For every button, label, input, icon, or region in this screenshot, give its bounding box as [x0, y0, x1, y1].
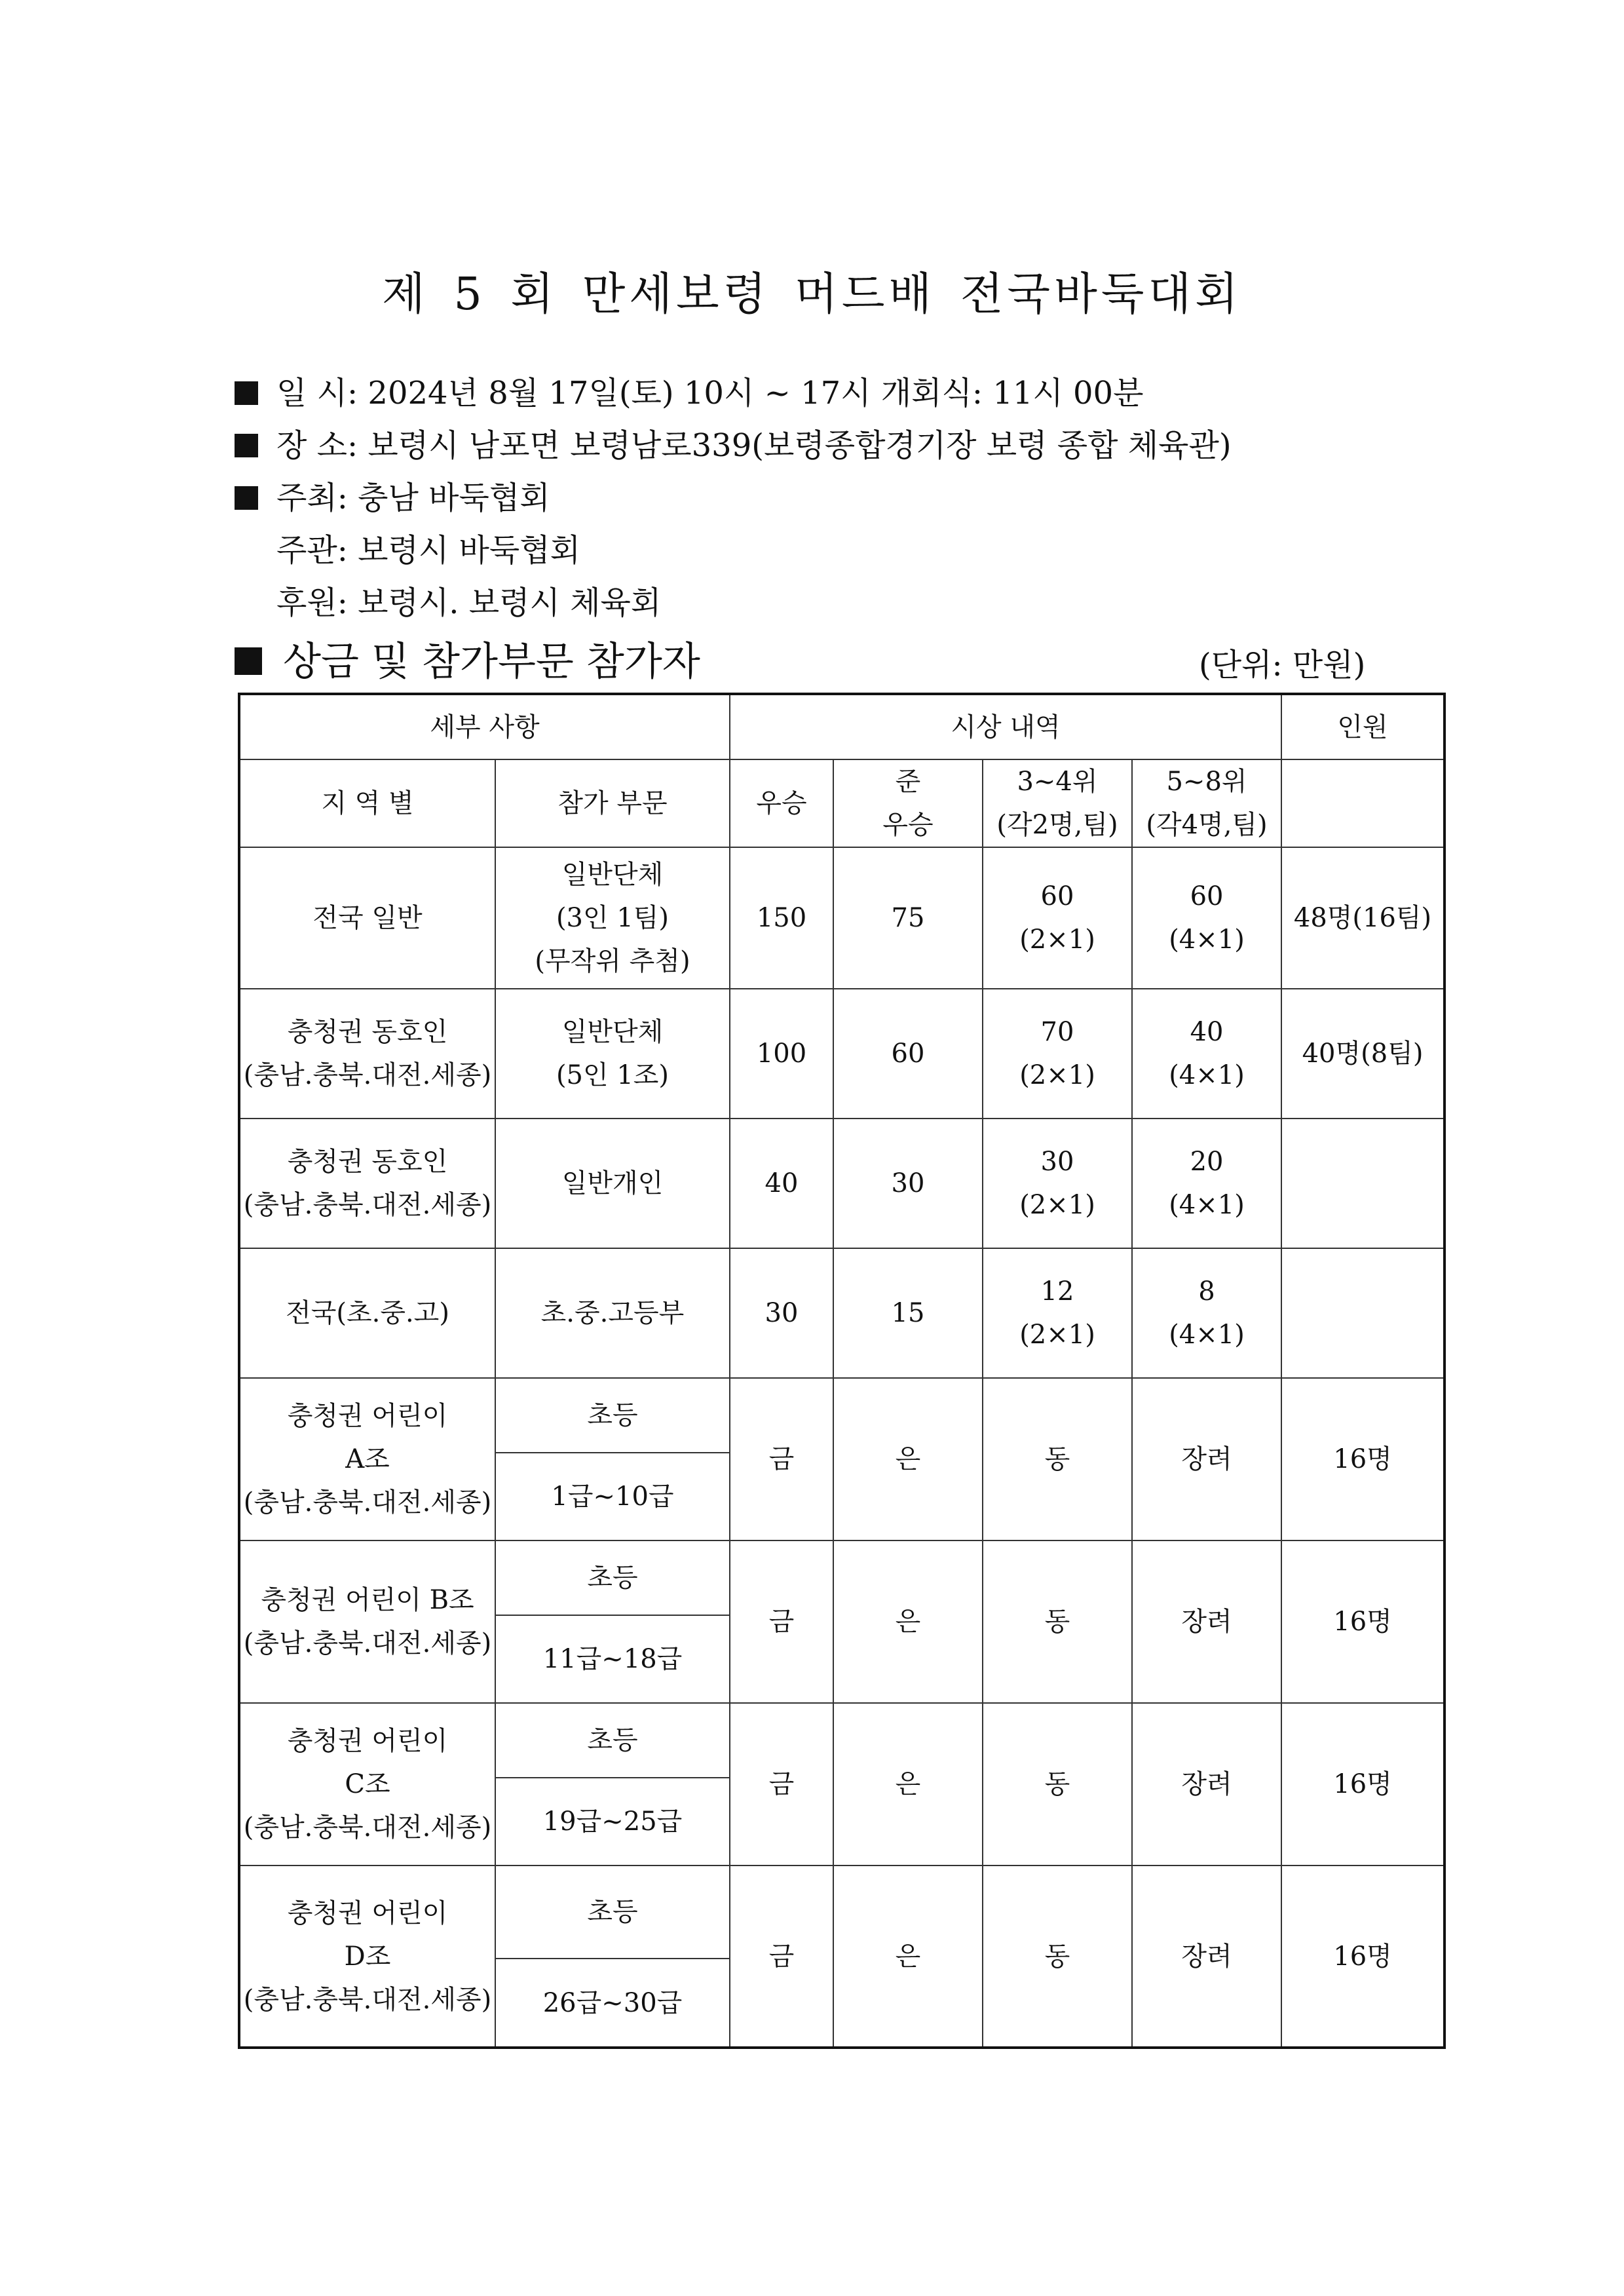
region-line: (충남.충북.대전.세종): [243, 1812, 492, 1843]
second-prize-cell: 은: [833, 1703, 983, 1866]
region-cell: [239, 1540, 495, 1703]
region-line: (충남.충북.대전.세종): [243, 1060, 492, 1090]
info-date-text: 일 시: 2024년 8월 17일(토) 10시 ~ 17시 개회식: 11시 00분: [276, 375, 1144, 411]
people-cell: 48명(16팀): [1281, 847, 1445, 989]
table-row: [239, 1248, 1445, 1378]
third-prize-line: 70: [1040, 1017, 1074, 1047]
region-line: 전국(초.중.고): [286, 1298, 449, 1328]
third-prize-cell: [983, 1119, 1132, 1248]
people-cell: 40명(8팀): [1281, 989, 1445, 1119]
region-line: D조: [344, 1941, 391, 1972]
division-line: (무작위 추첨): [535, 946, 690, 976]
region-line: 충청권 어린이: [287, 1898, 448, 1928]
section-heading: [235, 639, 700, 685]
division-cell: 26급~30급: [495, 1959, 730, 2048]
region-line: 충청권 동호인: [287, 1147, 448, 1177]
division-cell: [495, 847, 730, 989]
fifth-prize-line: 20: [1190, 1147, 1224, 1177]
header-first: 우승: [730, 759, 833, 847]
division-line: (5인 1조): [556, 1060, 670, 1090]
region-cell: [239, 989, 495, 1119]
square-bullet-icon: [235, 434, 258, 457]
first-prize-cell: 100: [730, 989, 833, 1119]
second-prize-cell: 75: [833, 847, 983, 989]
header-third-line: (각2명,팀): [996, 810, 1118, 840]
info-organizer-text: 주관: 보령시 바둑협회: [276, 532, 581, 569]
region-cell: [239, 1119, 495, 1248]
people-cell: 16명: [1281, 1540, 1445, 1703]
third-prize-cell: 동: [983, 1540, 1132, 1703]
third-prize-cell: [983, 1248, 1132, 1378]
people-cell: [1281, 1119, 1445, 1248]
unit-note: (단위: 만원): [1199, 647, 1366, 683]
region-line: (충남.충북.대전.세종): [243, 1487, 492, 1518]
header-region: 지 역 별: [239, 759, 495, 847]
header-division: 참가 부문: [495, 759, 730, 847]
second-prize-cell: 은: [833, 1540, 983, 1703]
second-prize-cell: 15: [833, 1248, 983, 1378]
square-bullet-icon: [235, 647, 262, 675]
header-details: 세부 사항: [239, 694, 730, 759]
division-cell: 11급~18급: [495, 1615, 730, 1703]
region-line: (충남.충북.대전.세종): [243, 1190, 492, 1220]
fifth-prize-cell: 장려: [1132, 1866, 1281, 2048]
first-prize-cell: 30: [730, 1248, 833, 1378]
third-prize-line: (2×1): [1019, 1060, 1095, 1090]
division-line: 일반단체: [561, 1017, 664, 1047]
table-row: [239, 1866, 1445, 1959]
info-sponsor: [235, 583, 661, 622]
info-host: [235, 478, 550, 518]
fifth-prize-cell: [1132, 1119, 1281, 1248]
division-line: (3인 1팀): [556, 903, 670, 933]
division-line: 초.중.고등부: [540, 1298, 685, 1328]
fifth-prize-line: 60: [1190, 881, 1224, 911]
table-row: [239, 989, 1445, 1119]
info-venue: [235, 426, 1232, 465]
third-prize-line: (2×1): [1019, 1190, 1095, 1220]
first-prize-cell: 금: [730, 1540, 833, 1703]
third-prize-line: 12: [1040, 1276, 1074, 1307]
people-cell: 16명: [1281, 1866, 1445, 2048]
square-bullet-icon: [235, 486, 258, 510]
people-cell: 16명: [1281, 1703, 1445, 1866]
region-cell: [239, 1248, 495, 1378]
second-prize-cell: 은: [833, 1378, 983, 1540]
header-people-empty: [1281, 759, 1445, 847]
people-cell: [1281, 1248, 1445, 1378]
region-line: (충남.충북.대전.세종): [243, 1984, 492, 2015]
header-people: 인원: [1281, 694, 1445, 759]
table-row: [239, 1119, 1445, 1248]
region-cell: [239, 1866, 495, 2048]
fifth-prize-line: (4×1): [1169, 1190, 1245, 1220]
third-prize-cell: 동: [983, 1703, 1132, 1866]
third-prize-line: 60: [1040, 881, 1074, 911]
first-prize-cell: 금: [730, 1378, 833, 1540]
fifth-prize-line: 40: [1190, 1017, 1224, 1047]
prize-table: [238, 693, 1446, 2049]
division-line: 일반개인: [561, 1168, 664, 1198]
region-line: A조: [345, 1444, 390, 1474]
region-line: 충청권 동호인: [287, 1017, 448, 1047]
region-line: C조: [345, 1769, 390, 1799]
page-title: 제 5 회 만세보령 머드배 전국바둑대회: [382, 269, 1242, 320]
header-fifth-line: (각4명,팀): [1146, 810, 1268, 840]
region-cell: [239, 1703, 495, 1866]
header-third: [983, 759, 1132, 847]
region-line: 충청권 어린이: [287, 1401, 448, 1431]
third-prize-cell: [983, 989, 1132, 1119]
region-line: (충남.충북.대전.세종): [243, 1628, 492, 1658]
fifth-prize-cell: 장려: [1132, 1540, 1281, 1703]
region-cell: [239, 847, 495, 989]
info-organizer: [235, 531, 580, 570]
info-venue-text: 장 소: 보령시 남포면 보령남로339(보령종합경기장 보령 종합 체육관): [276, 427, 1232, 464]
section-title: 상금 및 참가부문 참가자: [283, 639, 700, 685]
third-prize-line: (2×1): [1019, 1320, 1095, 1350]
header-second-line: 우승: [882, 810, 934, 840]
table-row: [239, 1540, 1445, 1615]
table-subheader-row: [239, 759, 1445, 847]
region-line: 전국 일반: [312, 903, 423, 933]
header-second: [833, 759, 983, 847]
fifth-prize-cell: 장려: [1132, 1378, 1281, 1540]
third-prize-line: 30: [1040, 1147, 1074, 1177]
division-cell: 초등: [495, 1703, 730, 1778]
header-fifth-line: 5~8위: [1166, 767, 1247, 797]
division-cell: [495, 1119, 730, 1248]
fifth-prize-cell: [1132, 989, 1281, 1119]
first-prize-cell: 150: [730, 847, 833, 989]
people-cell: 16명: [1281, 1378, 1445, 1540]
square-bullet-icon: [235, 381, 258, 405]
table-row: [239, 847, 1445, 989]
division-line: 일반단체: [561, 860, 664, 890]
fifth-prize-line: (4×1): [1169, 925, 1245, 955]
first-prize-cell: 금: [730, 1866, 833, 2048]
region-line: 충청권 어린이 B조: [261, 1585, 474, 1615]
fifth-prize-line: (4×1): [1169, 1060, 1245, 1090]
info-sponsor-text: 후원: 보령시. 보령시 체육회: [276, 584, 662, 621]
third-prize-line: (2×1): [1019, 925, 1095, 955]
header-second-line: 준: [895, 767, 921, 797]
fifth-prize-line: (4×1): [1169, 1320, 1245, 1350]
fifth-prize-cell: [1132, 1248, 1281, 1378]
third-prize-cell: 동: [983, 1866, 1132, 2048]
region-line: 충청권 어린이: [287, 1726, 448, 1756]
info-host-text: 주최: 충남 바둑협회: [276, 480, 550, 516]
division-cell: [495, 1248, 730, 1378]
info-date: [235, 373, 1143, 413]
header-awards: 시상 내역: [730, 694, 1281, 759]
header-third-line: 3~4위: [1017, 767, 1098, 797]
third-prize-cell: 동: [983, 1378, 1132, 1540]
division-cell: 1급~10급: [495, 1453, 730, 1540]
region-cell: [239, 1378, 495, 1540]
division-cell: [495, 989, 730, 1119]
division-cell: 초등: [495, 1540, 730, 1615]
division-cell: 초등: [495, 1378, 730, 1453]
second-prize-cell: 30: [833, 1119, 983, 1248]
first-prize-cell: 40: [730, 1119, 833, 1248]
table-row: [239, 1378, 1445, 1453]
first-prize-cell: 금: [730, 1703, 833, 1866]
second-prize-cell: 은: [833, 1866, 983, 2048]
fifth-prize-line: 8: [1198, 1276, 1215, 1307]
division-cell: 19급~25급: [495, 1778, 730, 1866]
fifth-prize-cell: [1132, 847, 1281, 989]
third-prize-cell: [983, 847, 1132, 989]
fifth-prize-cell: 장려: [1132, 1703, 1281, 1866]
table-header-row: [239, 694, 1445, 759]
division-cell: 초등: [495, 1866, 730, 1959]
table-row: [239, 1703, 1445, 1778]
second-prize-cell: 60: [833, 989, 983, 1119]
header-fifth: [1132, 759, 1281, 847]
